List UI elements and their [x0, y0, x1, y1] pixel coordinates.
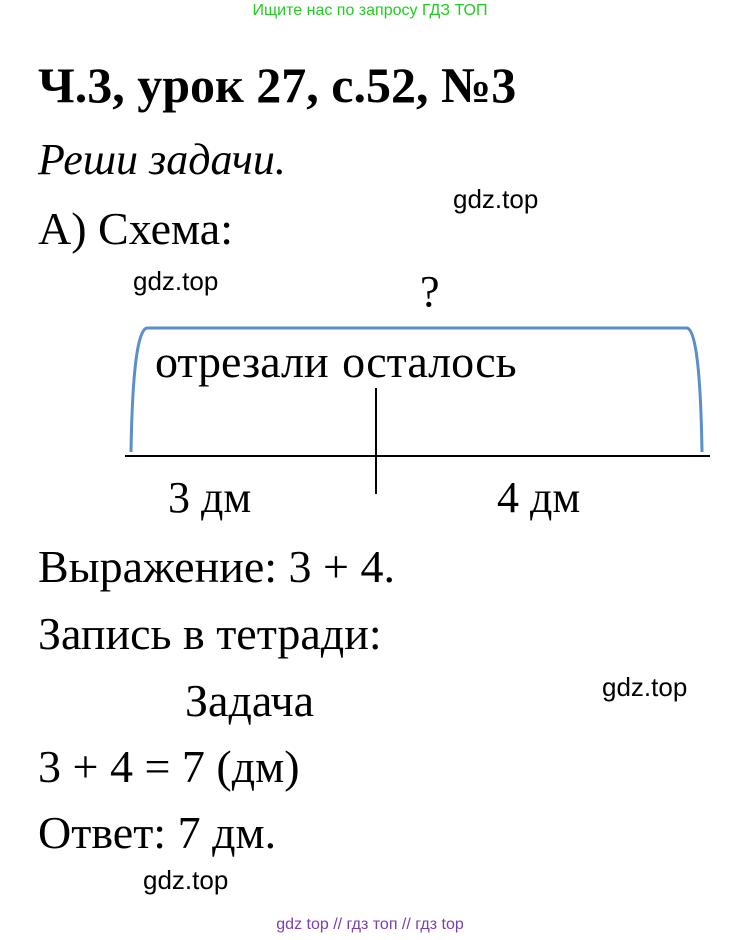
unknown-total-mark: ?: [420, 267, 440, 316]
watermark: gdz.top: [602, 672, 688, 702]
left-length-label: 3 дм: [168, 473, 252, 522]
watermark: gdz.top: [133, 266, 219, 296]
top-banner: Ищите нас по запросу ГДЗ ТОП: [252, 2, 488, 19]
watermark: gdz.top: [453, 184, 539, 214]
expression-line: Выражение: 3 + 4.: [38, 541, 395, 592]
instruction-text: Реши задачи.: [38, 135, 286, 184]
right-length-label: 4 дм: [497, 473, 581, 522]
scheme-label: А) Схема:: [38, 203, 233, 254]
footer-text: gdz top // гдз топ // гдз top: [276, 916, 464, 933]
calculation-line: 3 + 4 = 7 (дм): [38, 741, 300, 792]
answer-line: Ответ: 7 дм.: [38, 807, 277, 858]
notebook-label: Запись в тетради:: [38, 608, 382, 659]
page-title: Ч.3, урок 27, с.52, №3: [38, 57, 517, 113]
segment-labels: отрезали осталось: [155, 336, 517, 387]
task-heading: Задача: [185, 675, 314, 726]
watermark: gdz.top: [143, 865, 229, 895]
